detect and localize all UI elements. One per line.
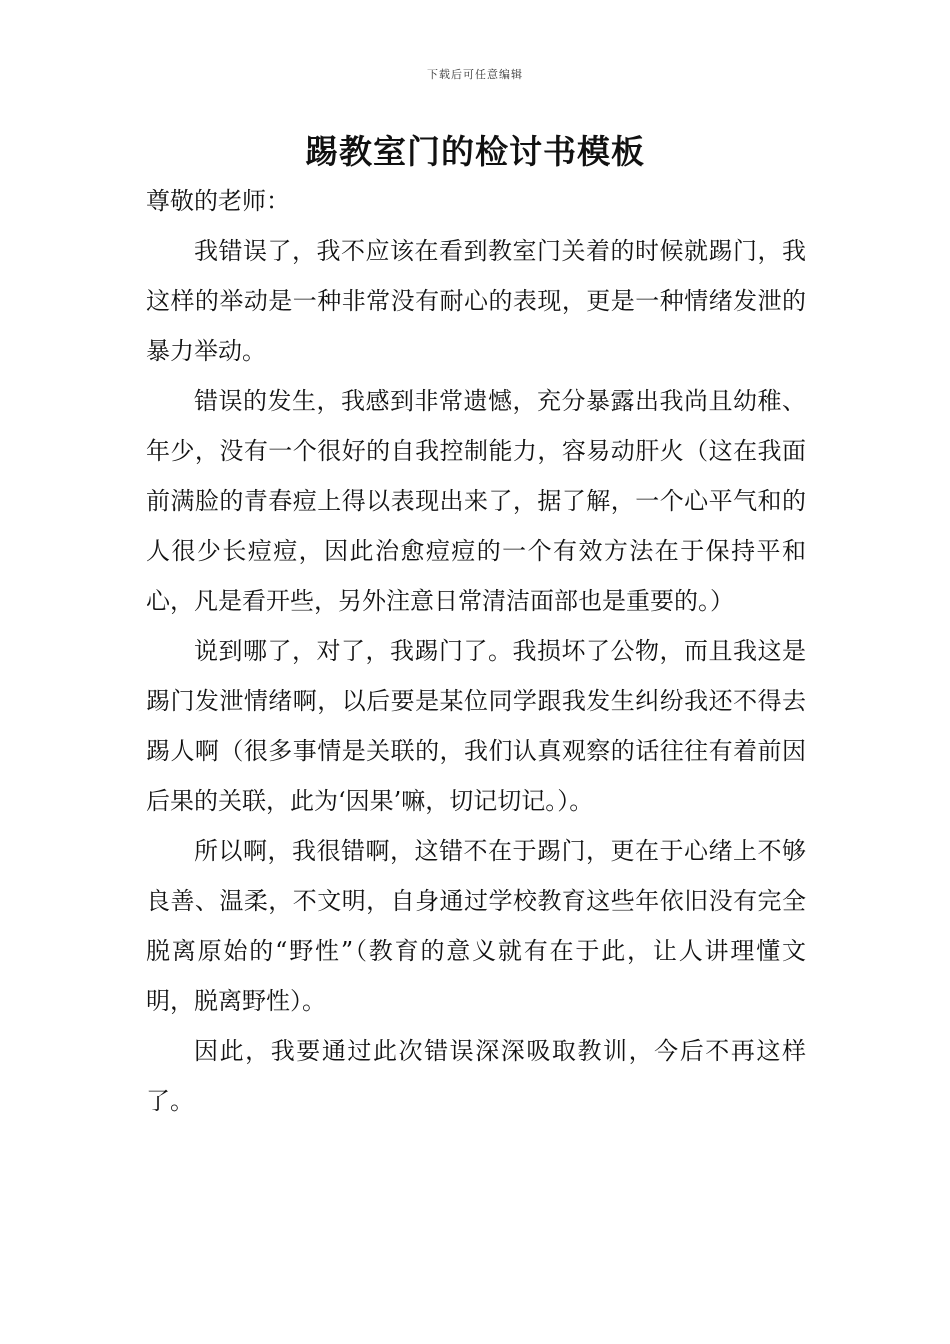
paragraph-4: 所以啊，我很错啊，这错不在于踢门，更在于心绪上不够良善、温柔，不文明，自身通过学校教育这些年依旧没有完全脱离原始的“野性”（教育的意义就有在于此，让人讲理懂文明，脱离野性）。: [146, 837, 806, 1015]
paragraph-2: 错误的发生，我感到非常遗憾，充分暴露出我尚且幼稚、年少，没有一个很好的自我控制能力，容易动肝火（这在我面前满脸的青春痘上得以表现出来了，据了解，一个心平气和的人很少长痘痘，因此治愈痘痘的一个有效方法在于保持平和心，凡是看开些，另外注意日常清洁面部也是重要的。）: [146, 387, 806, 615]
paragraph-1: 我错误了，我不应该在看到教室门关着的时候就踢门，我这样的举动是一种非常没有耐心的表现，更是一种情绪发泄的暴力举动。: [146, 237, 806, 365]
paragraph-3: 说到哪了，对了，我踢门了。我损坏了公物，而且我这是踢门发泄情绪啊，以后要是某位同学跟我发生纠纷我还不得去踢人啊（很多事情是关联的，我们认真观察的话往往有着前因后果的关联，此为‘因果’嘛，切记切记。）。: [146, 637, 806, 815]
paragraph-5: 因此，我要通过此次错误深深吸取教训，今后不再这样了。: [146, 1037, 806, 1115]
document-body: [146, 176, 806, 1126]
header-note: 下载后可任意编辑: [427, 68, 523, 81]
salutation: 尊敬的老师：: [146, 187, 290, 215]
document-title: 踢教室门的检讨书模板: [305, 132, 645, 171]
